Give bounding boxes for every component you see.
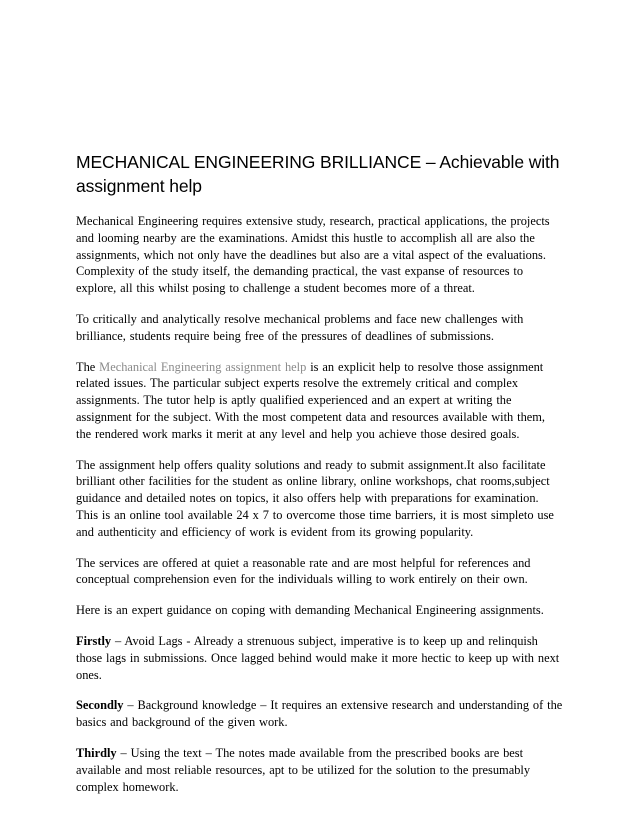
paragraph-intro: Mechanical Engineering requires extensive study, research, practical applications, the projects and looming nearby are the examinations. Amidst this hustle to accomplish all are also the assignments, which not only have the deadlines but also are a vital aspect of the evaluations. Complexity of the study itself, the demanding practical, the vast expanse of resources to explore, all this whilst posing to challenge a student becomes more of a threat. (76, 214, 550, 296)
paragraph-text: is an explicit help to resolve those assignment related issues. The particular subject experts resolve the extremely critical and complex assignments. The tutor help is aptly qualified experienced and an expert at writing the assignment for the subject. With the most competent data and resources available with them, the rendered work marks it merit at any level and help you achieve those desired goals. (76, 359, 546, 441)
paragraph-secondly (76, 697, 564, 731)
paragraph-facilities: The assignment help offers quality solutions and ready to submit assignment.It also facilitate brilliant other facilities for the student as online library, online workshops, chat rooms,subject guidance and detailed notes on topics, it also offers help with preparations for examination. This is an online tool available 24 x 7 to overcome those time barriers, it is most simpleto use and authenticity and efficiency of work is evident from its growing popularity. (76, 457, 554, 539)
paragraph-guidance-intro: Here is an expert guidance on coping with demanding Mechanical Engineering assignments. (76, 603, 544, 618)
document-page (76, 150, 564, 809)
paragraph-services: The services are offered at quiet a reasonable rate and are most helpful for references and conceptual comprehension even for the individuals willing to work entirely on their own. (76, 555, 531, 587)
tip-label: Secondly (76, 698, 124, 713)
paragraph-deadlines: To critically and analytically resolve mechanical problems and face new challenges with brilliance, students require being free of the pressures of deadlines of submissions. (76, 311, 524, 343)
tip-label: Firstly (76, 633, 112, 648)
tip-text: – Using the text – The notes made available from the prescribed books are best available and most reliable resources, apt to be utilized for the solution to the presumably complex homework. (76, 745, 531, 794)
tip-text: – Avoid Lags - Already a strenuous subject, imperative is to keep up and relinquish those lags in submissions. Once lagged behind would make it more hectic to keep up with next ones. (76, 633, 560, 682)
paragraph-text: The (76, 359, 100, 374)
paragraph-firstly (76, 633, 564, 683)
tip-text: – Background knowledge – It requires an extensive research and understanding of the basics and background of the given work. (76, 698, 563, 730)
paragraph-thirdly (76, 745, 564, 795)
assignment-help-link[interactable]: Mechanical Engineering assignment help (99, 359, 307, 374)
tip-label: Thirdly (76, 745, 117, 760)
paragraph-assignment-help (76, 359, 564, 443)
document-title: MECHANICAL ENGINEERING BRILLIANCE – Achievable with assignment help (76, 152, 560, 196)
